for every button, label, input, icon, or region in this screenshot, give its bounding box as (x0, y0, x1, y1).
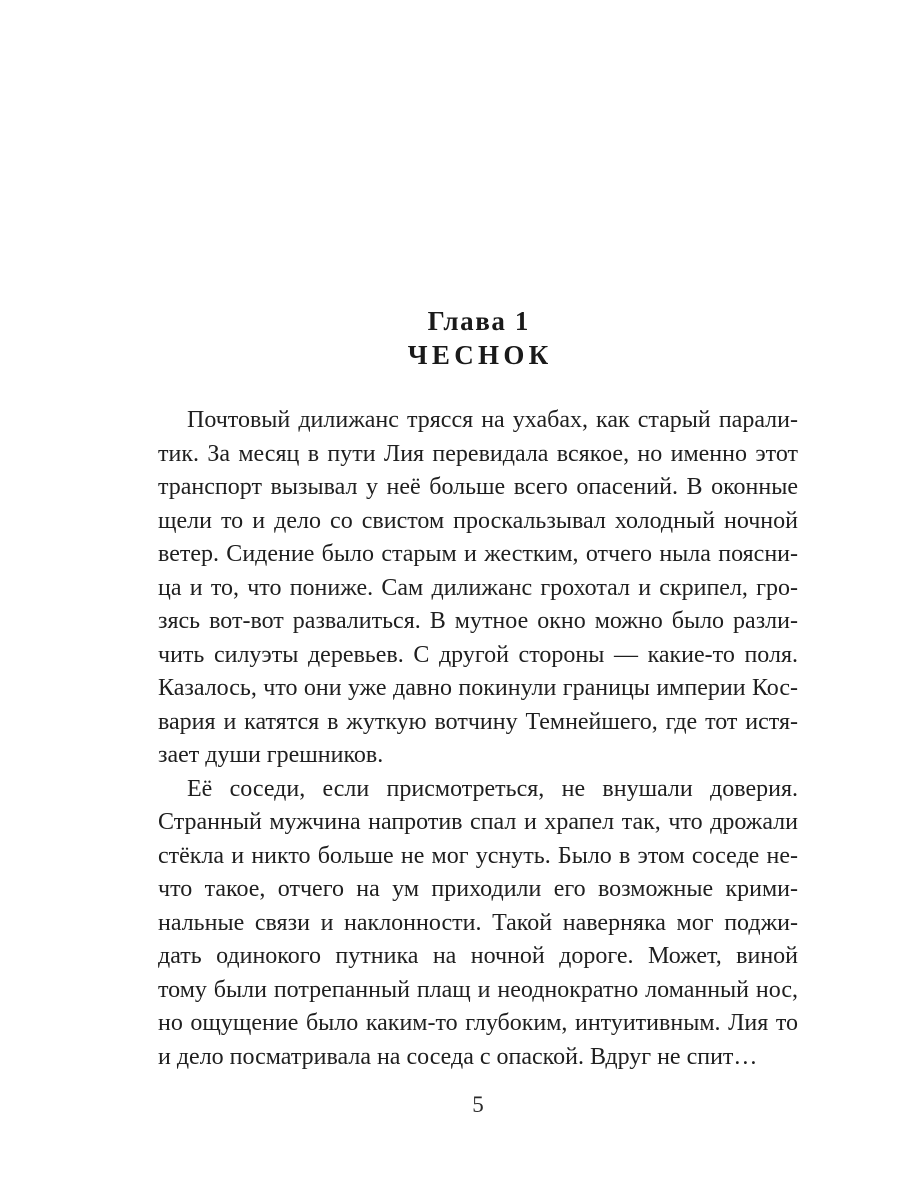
text-line: но ощущение было каким-то глубоким, интуитивным. Лия то (158, 1010, 798, 1036)
text-line: Почтовый дилижанс трясся на ухабах, как старый парали- (187, 407, 798, 433)
chapter-title: ЧЕСНОК (407, 340, 553, 370)
text-line: чить силуэты деревьев. С другой стороны — какие-то поля. (158, 641, 798, 668)
text-line: Странный мужчина напротив спал и храпел так, что дрожали (158, 809, 798, 835)
page-content (158, 304, 798, 1074)
text-line: вария и катятся в жуткую вотчину Темнейшего, где тот истя- (158, 708, 798, 735)
text-line: нальные связи и наклонности. Такой наверняка мог поджи- (158, 909, 798, 936)
body-text (158, 404, 798, 1074)
paragraph (158, 773, 798, 1075)
text-line: зясь вот-вот развалиться. В мутное окно можно было разли- (158, 608, 798, 634)
text-line: ветер. Сидение было старым и жестким, отчего ныла поясни- (158, 541, 798, 567)
paragraph (158, 404, 798, 773)
text-line: Её соседи, если присмотреться, не внушали доверия. (187, 775, 798, 802)
text-line: щели то и дело со свистом проскальзывал холодный ночной (158, 507, 798, 534)
text-line: ца и то, что пониже. Сам дилижанс грохотал и скрипел, гро- (158, 574, 798, 601)
text-line: тому были потрепанный плащ и неоднократно ломанный нос, (158, 976, 798, 1003)
text-line: что такое, отчего на ум приходили его возможные крими- (158, 876, 798, 902)
text-line: зает души грешников. (158, 742, 384, 768)
chapter-label: Глава 1 (427, 306, 531, 336)
text-line: стёкла и никто больше не мог уснуть. Было в этом соседе не- (158, 842, 798, 869)
text-line: и дело посматривала на соседа с опаской. Вдруг не спит… (158, 1043, 758, 1070)
text-line: Казалось, что они уже давно покинули границы империи Кос- (158, 675, 798, 701)
text-line: дать одинокого путника на ночной дороге. Может, виной (158, 943, 798, 969)
text-line: тик. За месяц в пути Лия перевидала всякое, но именно этот (158, 440, 798, 467)
page-number: 5 (472, 1092, 484, 1117)
text-line: транспорт вызывал у неё больше всего опасений. В оконные (158, 474, 798, 500)
